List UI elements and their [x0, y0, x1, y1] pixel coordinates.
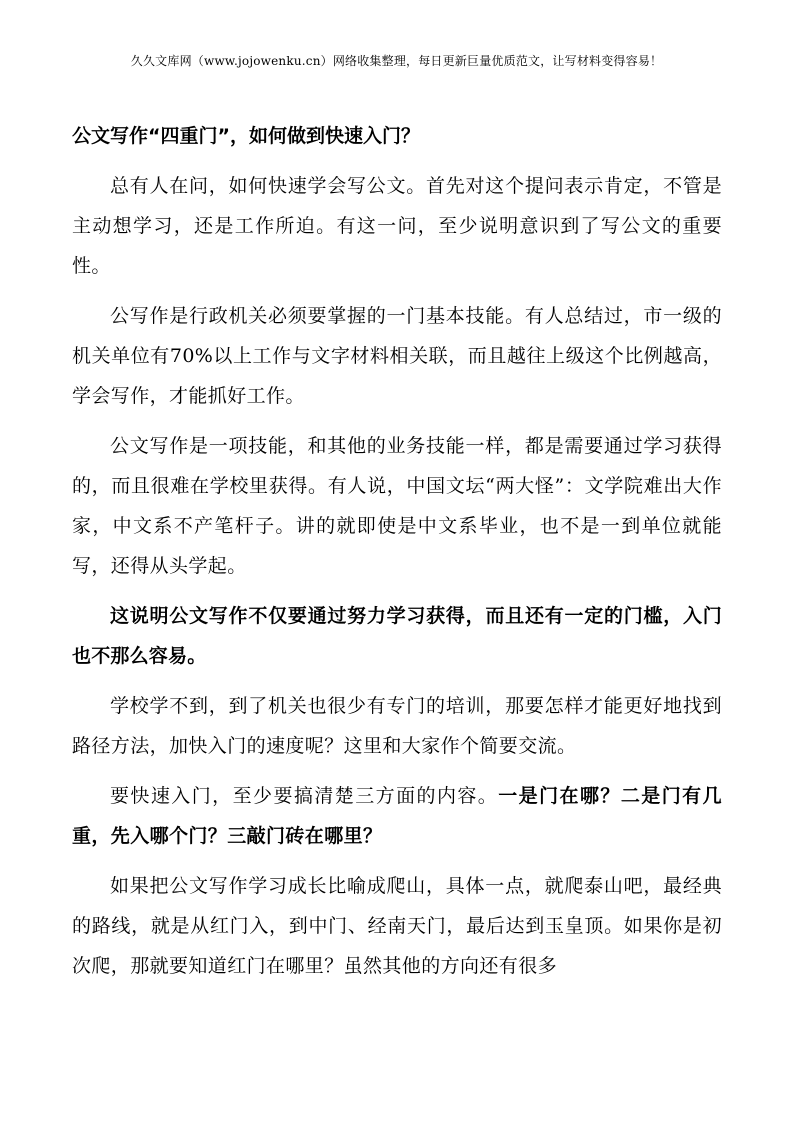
paragraph-1: 总有人在问，如何快速学会写公文。首先对这个提问表示肯定，不管是主动想学习，还是工作所迫。有这一问，至少说明意识到了写公文的重要性。	[72, 175, 722, 277]
paragraph-2: 公写作是行政机关必须要掌握的一门基本技能。有人总结过，市一级的机关单位有70%以上工作与文字材料相关联，而且越往上级这个比例越高，学会写作，才能抓好工作。	[72, 305, 722, 407]
paragraph-7: 如果把公文写作学习成长比喻成爬山，具体一点，就爬泰山吧，最经典的路线，就是从红门入，到中门、经南天门，最后达到玉皇顶。如果你是初次爬，那就要知道红门在哪里？虽然其他的方向还有很多	[72, 875, 722, 977]
document-body	[72, 118, 722, 996]
paragraph-6	[72, 776, 722, 856]
paragraph-6-emphasis: 一是门在哪？二是门有几重，先入哪个门？三敲门砖在哪里？	[72, 785, 722, 847]
paragraph-4-emphasis: 这说明公文写作不仅要通过努力学习获得，而且还有一定的门槛，入门也不那么容易。	[72, 605, 722, 667]
paragraph-5: 学校学不到，到了机关也很少有专门的培训，那要怎样才能更好地找到路径方法，加快入门的速度呢？这里和大家作个简要交流。	[72, 695, 722, 757]
paragraph-6-text: 要快速入门，至少要搞清楚三方面的内容。	[110, 785, 499, 807]
page-header: 久久文库网（www.jojowenku.cn）网络收集整理，每日更新巨量优质范文，让写材料变得容易！	[130, 54, 663, 68]
paragraph-3: 公文写作是一项技能，和其他的业务技能一样，都是需要通过学习获得的，而且很难在学校里获得。有人说，中国文坛“两大怪”：文学院难出大作家，中文系不产笔杆子。讲的就即使是中文系毕业，也不是一到单位就能写，还得从头学起。	[72, 435, 722, 577]
document-title: 公文写作“四重门”，如何做到快速入门？	[72, 125, 420, 147]
